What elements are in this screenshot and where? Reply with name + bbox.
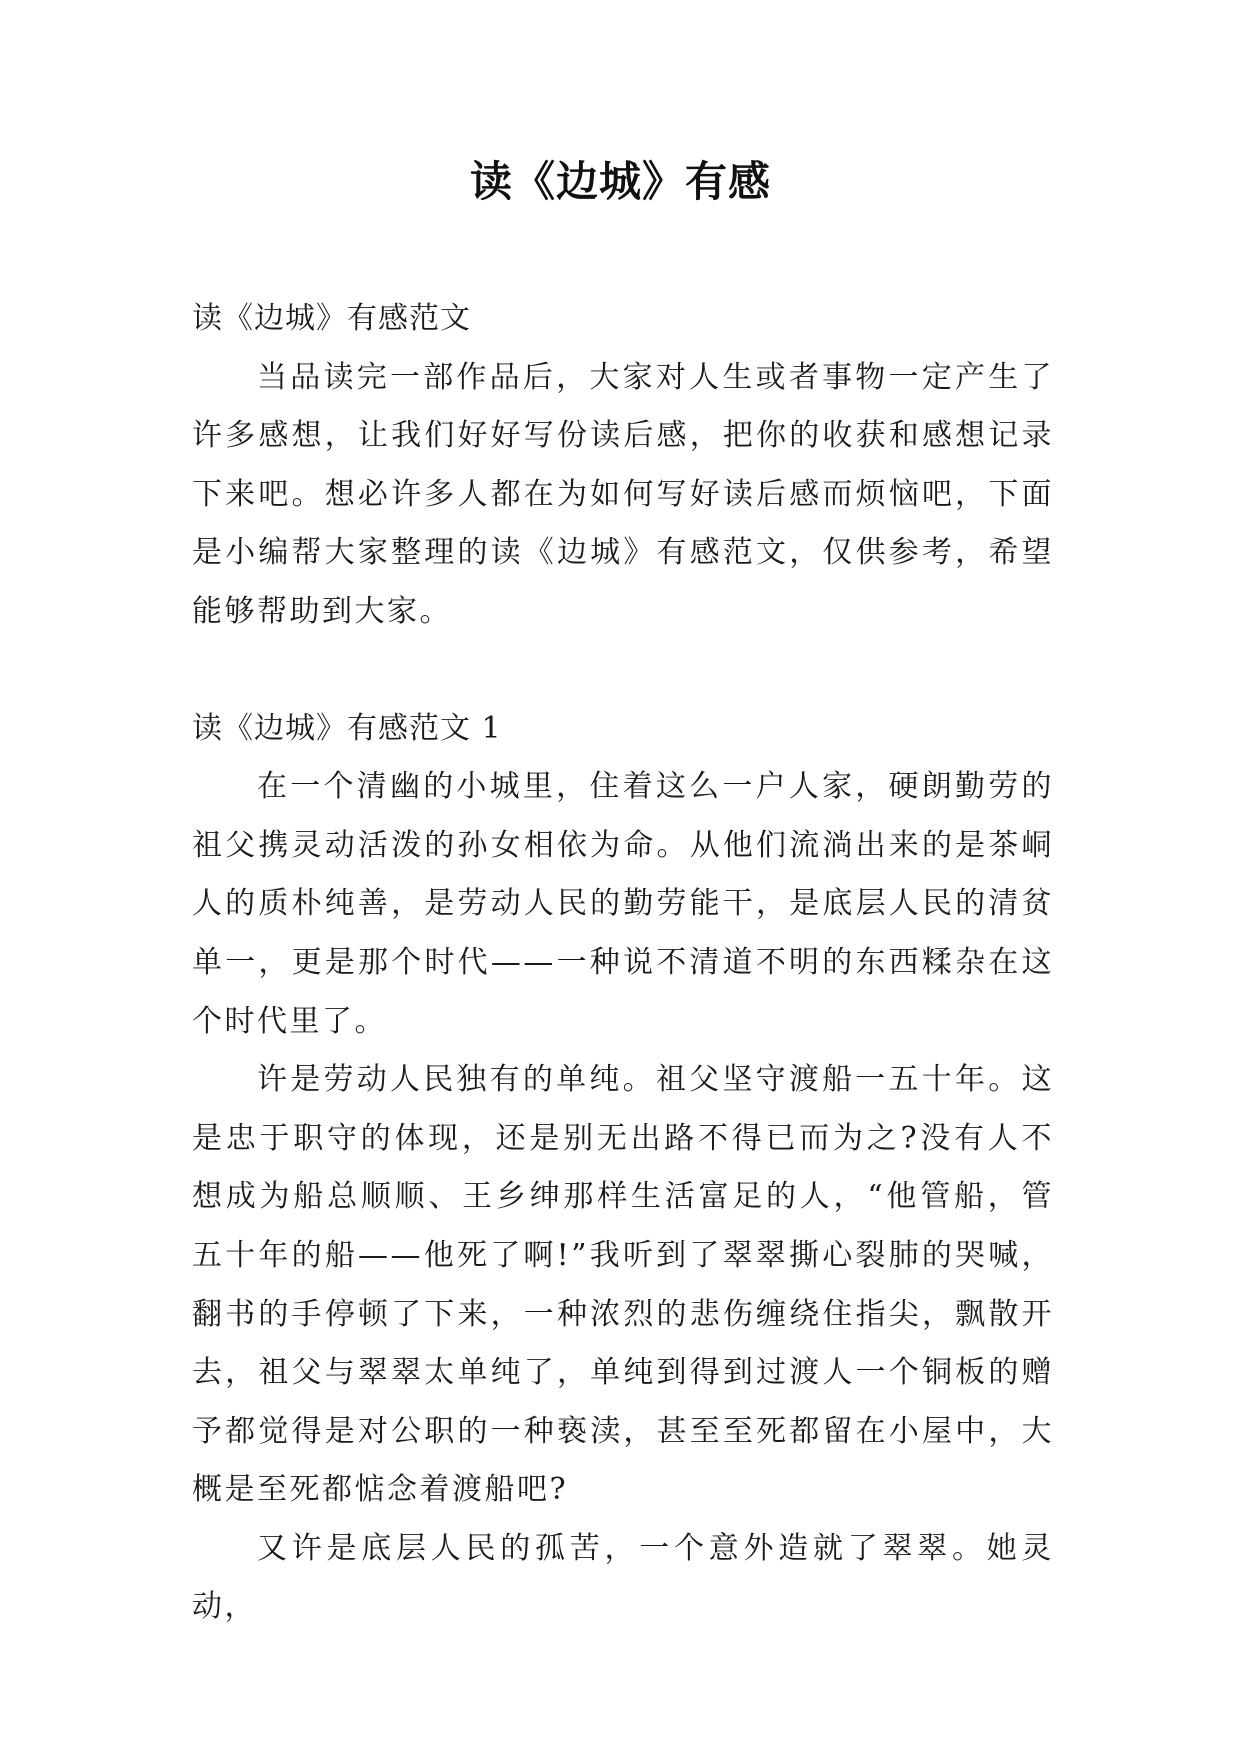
- section-heading: 读《边城》有感范文: [192, 301, 471, 336]
- essay-heading: 读《边城》有感范文 1: [192, 710, 502, 746]
- intro-paragraph: 当品读完一部作品后，大家对人生或者事物一定产生了许多感想，让我们好好写份读后感，把你的收获和感想记录下来吧。想必许多人都在为如何写好读后感而烦恼吧，下面是小编帮大家整理的读《边城》有感范文，仅供参考，希望能够帮助到大家。: [192, 359, 1054, 629]
- document-body: [192, 290, 1054, 1637]
- document-title: 读《边城》有感: [469, 157, 771, 206]
- essay-paragraph-3: 又许是底层人民的孤苦，一个意外造就了翠翠。她灵动，: [192, 1530, 1054, 1625]
- paragraph-gap: [192, 642, 1054, 700]
- essay-paragraph-1: 在一个清幽的小城里，住着这么一户人家，硬朗勤劳的祖父携灵动活泼的孙女相依为命。从他们流淌出来的是茶峒人的质朴纯善，是劳动人民的勤劳能干，是底层人民的清贫单一，更是那个时代——一种说不清道不明的东西糅杂在这个时代里了。: [192, 769, 1054, 1039]
- essay-paragraph-2: 许是劳动人民独有的单纯。祖父坚守渡船一五十年。这是忠于职守的体现，还是别无出路不得已而为之?没有人不想成为船总顺顺、王乡绅那样生活富足的人，“他管船，管五十年的船——他死了啊!”我听到了翠翠撕心裂肺的哭喊，翻书的手停顿了下来，一种浓烈的悲伤缠绕住指尖，飘散开去，祖父与翠翠太单纯了，单纯到得到过渡人一个铜板的赠予都觉得是对公职的一种亵渎，甚至至死都留在小屋中，大概是至死都惦念着渡船吧?: [192, 1062, 1054, 1508]
